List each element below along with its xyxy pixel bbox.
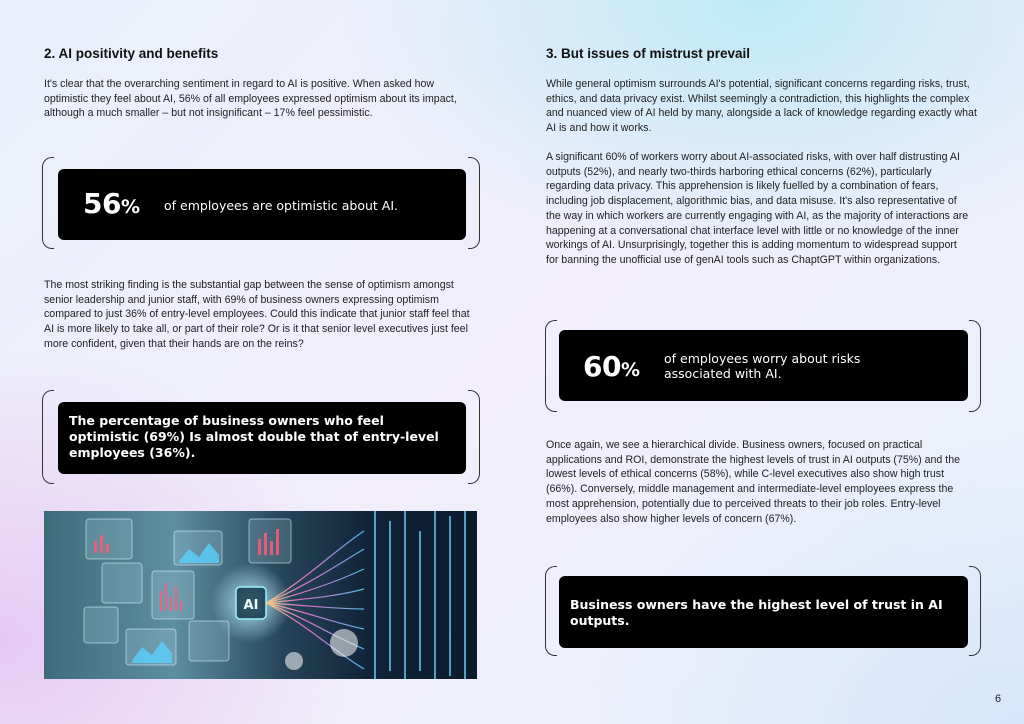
paragraph-hierarchy: Once again, we see a hierarchical divide. Business owners, focused on practical applications and ROI, demonstrate the highest levels of trust in AI outputs (75%) and the lowest levels of ethical concerns (58%), while C-level executives also show high trust (66%). Conversely, middle management and intermediate-level employees express the most apprehension, potentially due to perceived threats to their job roles. Entry-level employees also show higher levels of concern (67%). [546,439,960,525]
stat-unit: % [120,196,141,218]
section-heading-ai-positivity: 2. AI positivity and benefits [44,46,219,61]
bracket-left [545,320,557,412]
page-number: 6 [995,693,1002,705]
bracket-right [969,566,981,656]
stat-percentage [583,350,640,383]
bracket-right [468,157,480,249]
quote-callout-business-owners [42,390,480,486]
stat-percentage [83,187,140,220]
stat-box [559,330,968,401]
ai-hero-image [44,511,477,679]
bracket-right [969,320,981,412]
stat-description: of employees are optimistic about AI. [164,198,398,213]
stat-callout-risks [545,320,981,414]
ai-chip-label: AI [243,598,259,613]
bracket-left [42,157,54,249]
quote-text: The percentage of business owners who feel optimistic (69%) Is almost double that of entry-level employees (36%). [69,413,439,460]
stat-box [58,169,466,240]
stat-number: 56 [83,187,121,220]
stat-callout-optimistic [42,157,480,251]
ai-illustration [44,511,477,679]
stat-unit: % [620,359,641,381]
paragraph-ai-sentiment: It's clear that the overarching sentiment in regard to AI is positive. When asked how optimistic they feel about AI, 56% of all employees expressed optimism about its impact, although a much smaller – but not insignificant – 17% feel pessimistic. [44,78,457,120]
section-heading-mistrust: 3. But issues of mistrust prevail [546,46,751,61]
paragraph-leadership-gap: The most striking finding is the substantial gap between the sense of optimism amongst senior leadership and junior staff, with 69% of business owners expressing optimism compared to just 36% of entry-level employees. Could this indicate that junior staff feel that AI is more likely to take all, or part of their role? Or is it that senior level executives just feel more confident, given that their hands are on the reins? [44,279,470,350]
quote-box [58,402,466,474]
quote-text: Business owners have the highest level of trust in AI outputs. [570,597,943,628]
bracket-left [545,566,557,656]
paragraph-risks: A significant 60% of workers worry about AI-associated risks, with over half distrusting AI outputs (52%), and nearly two-thirds harboring ethical concerns (62%), particularly regarding data privacy. This apprehension is likely fuelled by a combination of fears, including job displacement, algorithmic bias, and data misuse. It's also representative of the way in which workers are currently engaging with AI, as the majority of interactions are happening at a conversational chat interface level with little or no knowledge of the inner workings of AI. Unsurprisingly, together this is adding momentum to widespread support for banning the unofficial use of genAI tools such as ChaptGPT within organizations. [546,151,969,266]
quote-box [559,576,968,648]
quote-callout-trust [545,566,981,658]
paragraph-concerns: While general optimism surrounds AI's potential, significant concerns regarding risks, trust, ethics, and data privacy exist. Whilst seemingly a contradiction, this highlights the complex and nuanced view of AI held by many, alongside a lack of knowledge regarding exactly what AI is and how it works. [546,78,977,135]
bracket-left [42,390,54,484]
stat-number: 60 [583,350,621,383]
stat-description: of employees worry about risks associated with AI. [664,351,861,381]
bracket-right [468,390,480,484]
